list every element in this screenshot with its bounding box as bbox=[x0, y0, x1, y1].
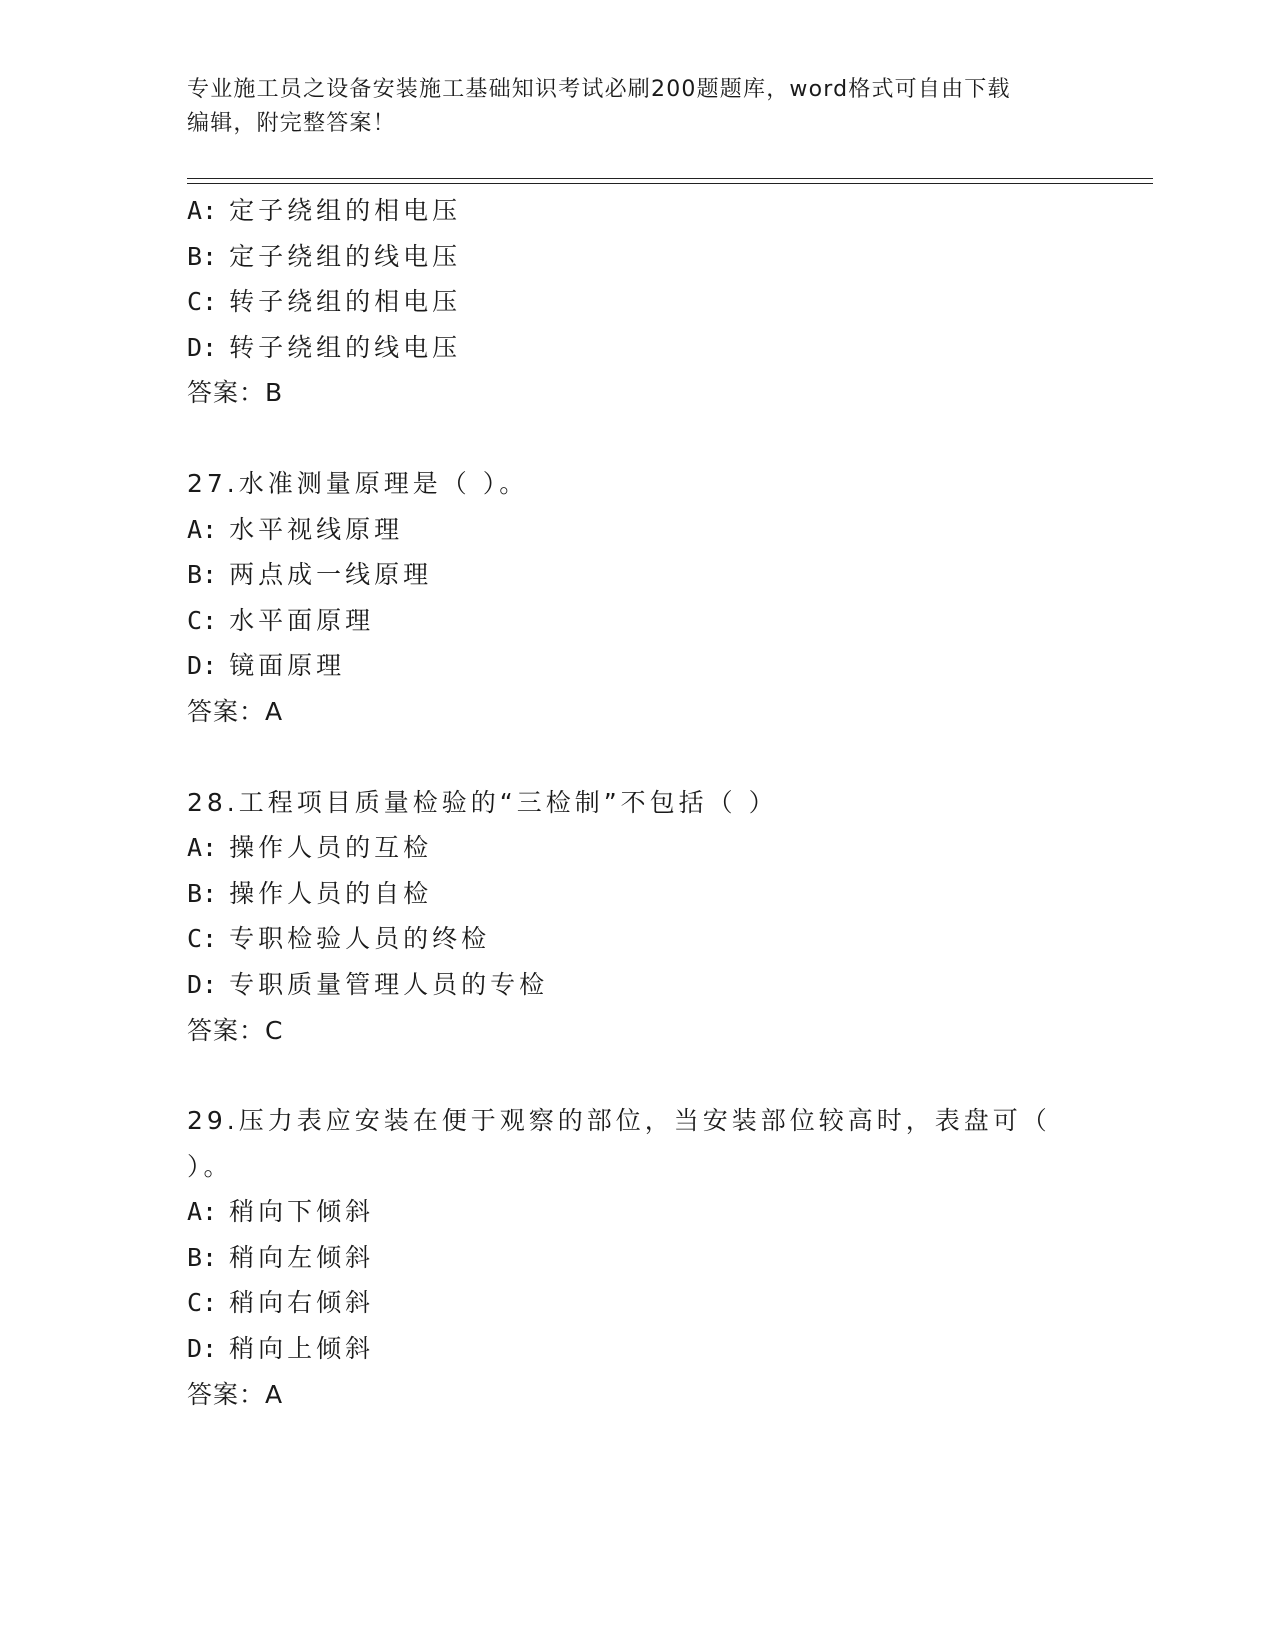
option-item bbox=[187, 598, 1087, 644]
option-item bbox=[187, 1280, 1087, 1326]
option-text: 镜面原理 bbox=[229, 651, 346, 681]
option-item bbox=[187, 1326, 1087, 1372]
question-block bbox=[187, 188, 1087, 416]
option-key: C: bbox=[187, 605, 218, 635]
option-key: B: bbox=[187, 1242, 218, 1272]
option-item bbox=[187, 507, 1087, 553]
option-item bbox=[187, 916, 1087, 962]
option-text: 水平面原理 bbox=[229, 605, 375, 635]
option-text: 转子绕组的线电压 bbox=[229, 332, 462, 362]
option-text: 稍向上倾斜 bbox=[229, 1334, 375, 1364]
option-key: A: bbox=[187, 514, 218, 544]
option-text: 两点成一线原理 bbox=[229, 560, 433, 590]
option-key: B: bbox=[187, 878, 218, 908]
option-text: 定子绕组的相电压 bbox=[229, 196, 462, 225]
option-text: 定子绕组的线电压 bbox=[229, 241, 462, 271]
option-text: 转子绕组的相电压 bbox=[229, 287, 462, 317]
option-key: D: bbox=[187, 1334, 218, 1364]
option-text: 操作人员的互检 bbox=[229, 833, 433, 863]
question-block bbox=[187, 1098, 1087, 1417]
option-item bbox=[187, 188, 1087, 234]
answer-text: 答案：A bbox=[187, 1379, 284, 1409]
option-key: D: bbox=[187, 969, 218, 999]
option-key: A: bbox=[187, 196, 218, 225]
answer-text: 答案：B bbox=[187, 378, 284, 408]
option-key: C: bbox=[187, 287, 218, 317]
header-line-2: 编辑，附完整答案！ bbox=[187, 111, 396, 136]
option-key: D: bbox=[187, 651, 218, 681]
question-text: 28.工程项目质量检验的“三检制”不包括（ ） bbox=[187, 787, 778, 817]
option-key: C: bbox=[187, 924, 218, 954]
option-key: A: bbox=[187, 1197, 218, 1227]
option-item bbox=[187, 962, 1087, 1008]
document-header bbox=[187, 73, 1087, 141]
option-key: C: bbox=[187, 1288, 218, 1318]
option-key: A: bbox=[187, 833, 218, 863]
question-block bbox=[187, 461, 1087, 735]
question-text: 27.水准测量原理是（ ）。 bbox=[187, 468, 529, 498]
option-item bbox=[187, 279, 1087, 325]
option-item bbox=[187, 871, 1087, 917]
question-text: ）。 bbox=[187, 1151, 233, 1181]
answer-text: 答案：C bbox=[187, 1015, 284, 1045]
header-divider-top bbox=[187, 178, 1153, 179]
option-text: 稍向左倾斜 bbox=[229, 1242, 375, 1272]
option-item bbox=[187, 643, 1087, 689]
option-text: 专职质量管理人员的专检 bbox=[229, 969, 549, 999]
option-item bbox=[187, 1189, 1087, 1235]
option-text: 专职检验人员的终检 bbox=[229, 924, 491, 954]
option-key: B: bbox=[187, 560, 218, 590]
option-item bbox=[187, 1235, 1087, 1281]
question-list bbox=[187, 188, 1087, 1417]
option-item bbox=[187, 825, 1087, 871]
option-text: 水平视线原理 bbox=[229, 514, 404, 544]
answer-text: 答案：A bbox=[187, 696, 284, 726]
header-line-1: 专业施工员之设备安装施工基础知识考试必刷200题题库，word格式可自由下载 bbox=[187, 77, 1011, 102]
option-key: B: bbox=[187, 241, 218, 271]
option-text: 稍向下倾斜 bbox=[229, 1197, 375, 1227]
option-key: D: bbox=[187, 332, 218, 362]
question-block bbox=[187, 780, 1087, 1054]
option-text: 稍向右倾斜 bbox=[229, 1288, 375, 1318]
option-item bbox=[187, 234, 1087, 280]
option-item bbox=[187, 552, 1087, 598]
question-text: 29.压力表应安装在便于观察的部位，当安装部位较高时，表盘可（ bbox=[187, 1106, 1051, 1136]
header-divider-bottom bbox=[187, 183, 1153, 184]
option-text: 操作人员的自检 bbox=[229, 878, 433, 908]
option-item bbox=[187, 325, 1087, 371]
